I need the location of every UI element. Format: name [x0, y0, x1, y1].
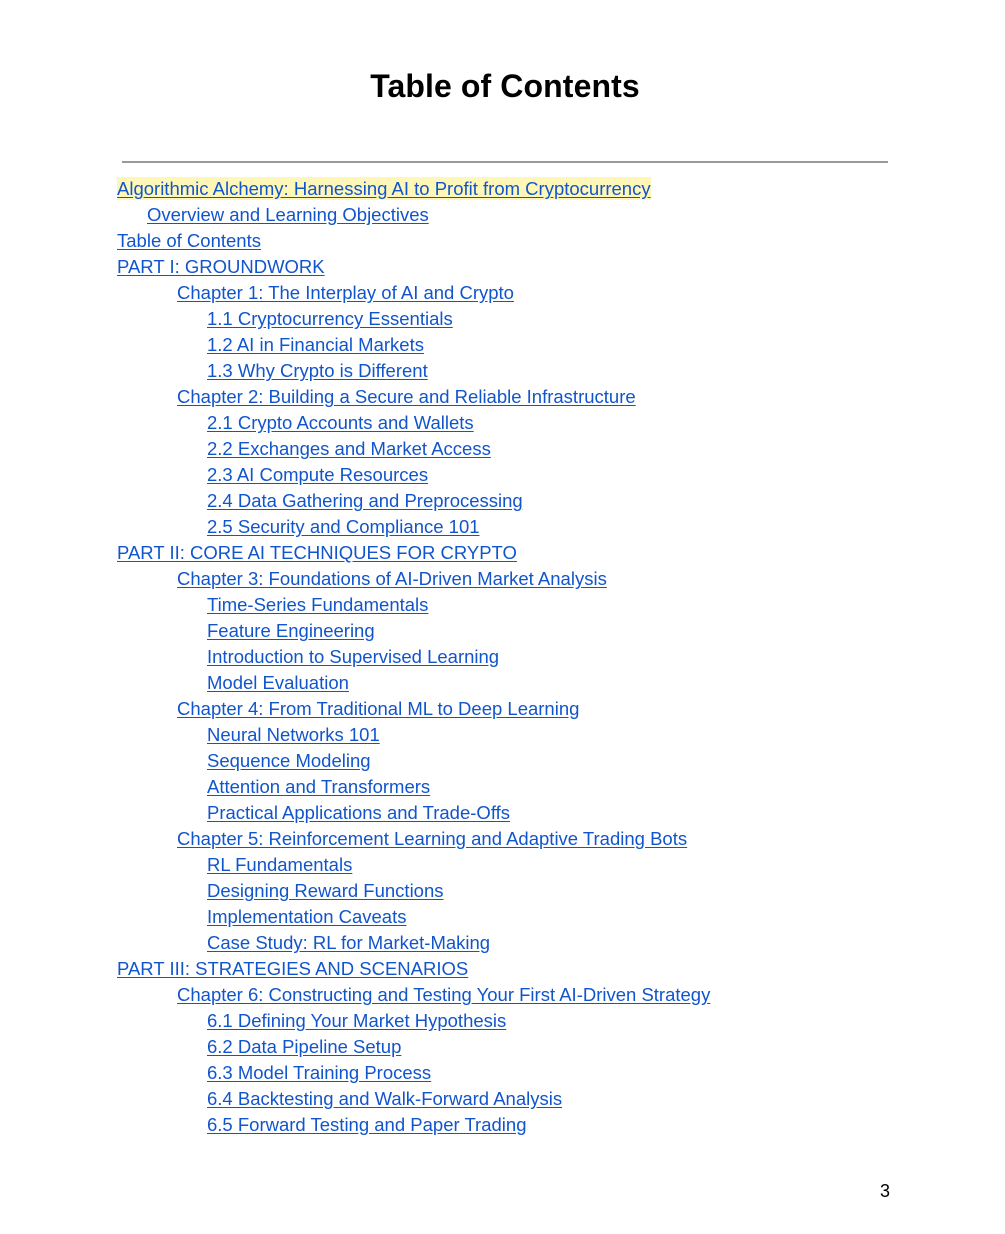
toc-entry — [0, 696, 1005, 722]
toc-entry — [0, 1086, 1005, 1112]
toc-entry — [0, 644, 1005, 670]
table-of-contents — [0, 176, 1005, 1138]
toc-entry — [0, 878, 1005, 904]
toc-entry — [0, 774, 1005, 800]
toc-entry — [0, 826, 1005, 852]
toc-entry — [0, 254, 1005, 280]
toc-link[interactable]: 6.1 Defining Your Market Hypothesis — [207, 1010, 507, 1031]
toc-entry — [0, 228, 1005, 254]
toc-link[interactable]: PART II: CORE AI TECHNIQUES FOR CRYPTO — [117, 542, 517, 563]
toc-link[interactable]: 2.3 AI Compute Resources — [207, 464, 429, 485]
toc-link[interactable]: Practical Applications and Trade-Offs — [207, 802, 511, 823]
toc-link[interactable]: Model Evaluation — [207, 672, 349, 693]
toc-link[interactable]: Chapter 3: Foundations of AI-Driven Market Analysis — [177, 568, 607, 589]
toc-entry — [0, 722, 1005, 748]
toc-entry — [0, 332, 1005, 358]
toc-entry — [0, 904, 1005, 930]
toc-link[interactable]: Neural Networks 101 — [207, 724, 380, 745]
toc-link[interactable]: Chapter 5: Reinforcement Learning and Adaptive Trading Bots — [177, 828, 688, 849]
toc-link[interactable]: Attention and Transformers — [207, 776, 431, 797]
toc-link[interactable]: Chapter 4: From Traditional ML to Deep Learning — [177, 698, 580, 719]
toc-entry — [0, 462, 1005, 488]
toc-entry — [0, 1034, 1005, 1060]
toc-link[interactable]: RL Fundamentals — [207, 854, 353, 875]
toc-link[interactable]: 6.2 Data Pipeline Setup — [207, 1036, 402, 1057]
toc-entry — [0, 1008, 1005, 1034]
toc-link[interactable]: Algorithmic Alchemy: Harnessing AI to Profit from Cryptocurrency — [117, 178, 651, 199]
toc-link[interactable]: 6.3 Model Training Process — [207, 1062, 432, 1083]
toc-link[interactable]: 2.2 Exchanges and Market Access — [207, 438, 491, 459]
toc-entry — [0, 618, 1005, 644]
toc-link[interactable]: Feature Engineering — [207, 620, 375, 641]
toc-entry — [0, 202, 1005, 228]
toc-entry — [0, 930, 1005, 956]
toc-entry — [0, 592, 1005, 618]
toc-link[interactable]: Time-Series Fundamentals — [207, 594, 429, 615]
toc-entry — [0, 670, 1005, 696]
toc-link[interactable]: Overview and Learning Objectives — [147, 204, 429, 225]
toc-entry — [0, 410, 1005, 436]
toc-entry — [0, 384, 1005, 410]
toc-entry — [0, 982, 1005, 1008]
toc-link[interactable]: 6.5 Forward Testing and Paper Trading — [207, 1114, 527, 1135]
toc-entry — [0, 488, 1005, 514]
toc-link[interactable]: 1.1 Cryptocurrency Essentials — [207, 308, 453, 329]
toc-entry — [0, 748, 1005, 774]
toc-link[interactable]: 1.2 AI in Financial Markets — [207, 334, 424, 355]
toc-link[interactable]: Designing Reward Functions — [207, 880, 444, 901]
toc-entry — [0, 800, 1005, 826]
toc-link[interactable]: PART III: STRATEGIES AND SCENARIOS — [117, 958, 469, 979]
toc-link[interactable]: 6.4 Backtesting and Walk-Forward Analysis — [207, 1088, 563, 1109]
toc-entry — [0, 306, 1005, 332]
toc-link[interactable]: Chapter 2: Building a Secure and Reliable Infrastructure — [177, 386, 636, 407]
toc-link[interactable]: Introduction to Supervised Learning — [207, 646, 500, 667]
toc-entry — [0, 540, 1005, 566]
divider — [122, 161, 888, 163]
toc-entry — [0, 852, 1005, 878]
toc-link[interactable]: PART I: GROUNDWORK — [117, 256, 325, 277]
toc-entry — [0, 956, 1005, 982]
toc-link[interactable]: Table of Contents — [117, 230, 261, 251]
toc-entry — [0, 1112, 1005, 1138]
toc-entry — [0, 514, 1005, 540]
toc-entry — [0, 566, 1005, 592]
toc-link[interactable]: Case Study: RL for Market-Making — [207, 932, 491, 953]
toc-link[interactable]: Chapter 1: The Interplay of AI and Crypto — [177, 282, 514, 303]
toc-link[interactable]: Implementation Caveats — [207, 906, 407, 927]
toc-entry — [0, 280, 1005, 306]
toc-entry — [0, 436, 1005, 462]
page-title: Table of Contents — [370, 68, 640, 104]
toc-link[interactable]: 2.4 Data Gathering and Preprocessing — [207, 490, 523, 511]
toc-entry — [0, 358, 1005, 384]
page-number: 3 — [880, 1181, 891, 1201]
toc-link[interactable]: 2.5 Security and Compliance 101 — [207, 516, 480, 537]
toc-link[interactable]: Sequence Modeling — [207, 750, 371, 771]
toc-link[interactable]: Chapter 6: Constructing and Testing Your First AI-Driven Strategy — [177, 984, 711, 1005]
toc-link[interactable]: 2.1 Crypto Accounts and Wallets — [207, 412, 474, 433]
toc-entry — [0, 1060, 1005, 1086]
toc-entry — [0, 176, 1005, 202]
toc-link[interactable]: 1.3 Why Crypto is Different — [207, 360, 428, 381]
